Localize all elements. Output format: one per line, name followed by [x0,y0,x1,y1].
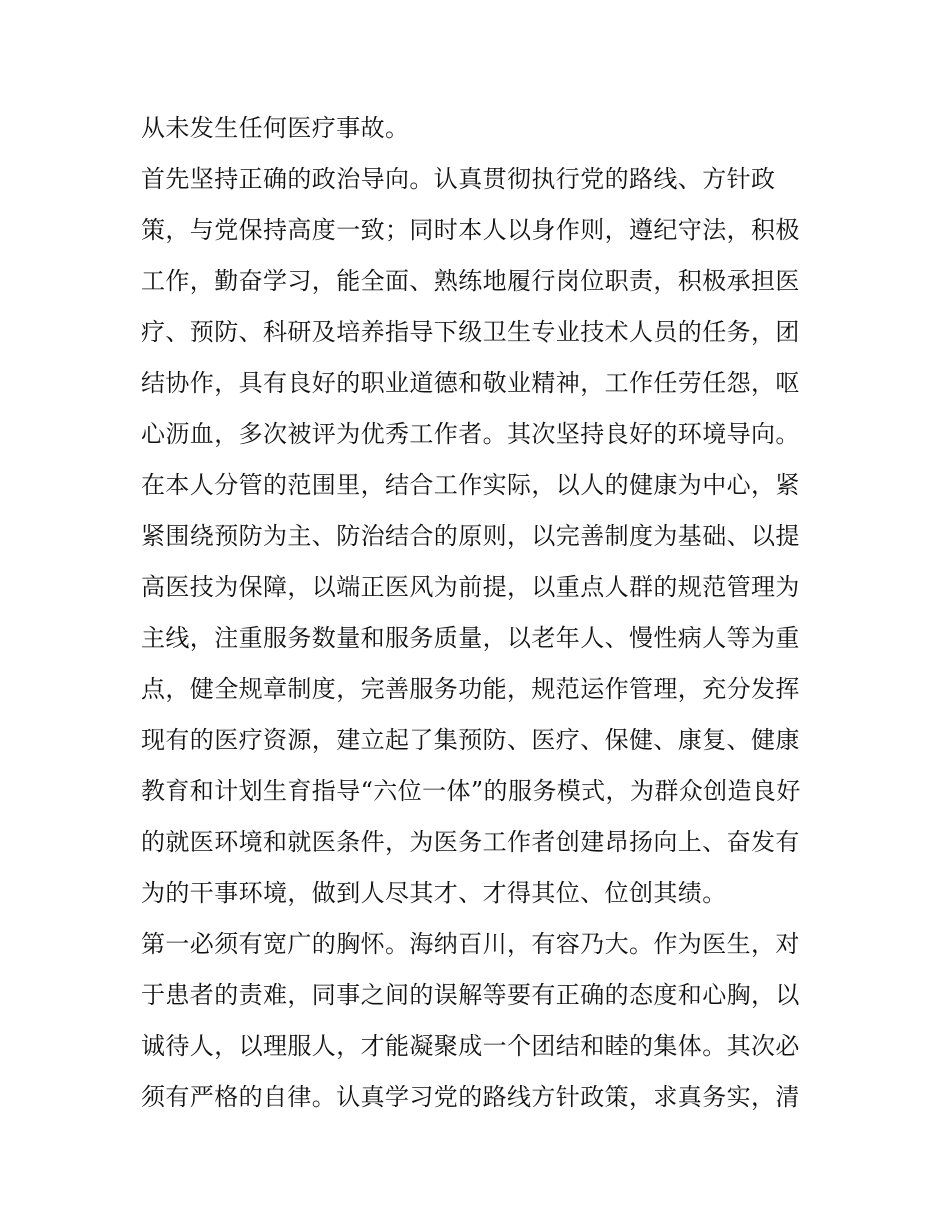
text-line: 第一必须有宽广的胸怀。海纳百川，有容乃大。作为医生，对 [141,930,800,958]
text-line: 策，与党保持高度一致；同时本人以身作则，遵纪守法，积极 [141,216,800,244]
text-line: 主线，注重服务数量和服务质量，以老年人、慢性病人等为重 [141,624,800,652]
text-line: 心沥血，多次被评为优秀工作者。其次坚持良好的环境导向。 [141,420,800,448]
text-line: 工作，勤奋学习，能全面、熟练地履行岗位职责，积极承担医 [141,267,800,295]
text-line: 于患者的责难，同事之间的误解等要有正确的态度和心胸，以 [141,981,800,1009]
text-line: 点，健全规章制度，完善服务功能，规范运作管理，充分发挥 [141,675,800,703]
text-line: 高医技为保障，以端正医风为前提，以重点人群的规范管理为 [141,573,800,601]
text-line: 首先坚持正确的政治导向。认真贯彻执行党的路线、方针政 [141,165,776,193]
text-line: 诚待人，以理服人，才能凝聚成一个团结和睦的集体。其次必 [141,1032,800,1060]
text-line: 在本人分管的范围里，结合工作实际，以人的健康为中心，紧 [141,471,800,499]
text-line: 现有的医疗资源，建立起了集预防、医疗、保健、康复、健康 [141,726,800,754]
text-line: 疗、预防、科研及培养指导下级卫生专业技术人员的任务，团 [141,318,800,346]
text-line: 从未发生任何医疗事故。 [141,114,410,142]
text-line: 须有严格的自律。认真学习党的路线方针政策，求真务实，清 [141,1083,800,1111]
text-line: 教育和计划生育指导“六位一体”的服务模式，为群众创造良好 [141,777,801,805]
text-line: 结协作，具有良好的职业道德和敬业精神，工作任劳任怨，呕 [141,369,800,397]
text-line: 紧围绕预防为主、防治结合的原则，以完善制度为基础、以提 [141,522,800,550]
text-line: 为的干事环境，做到人尽其才、才得其位、位创其绩。 [141,879,727,907]
text-line: 的就医环境和就医条件，为医务工作者创建昂扬向上、奋发有 [141,828,800,856]
